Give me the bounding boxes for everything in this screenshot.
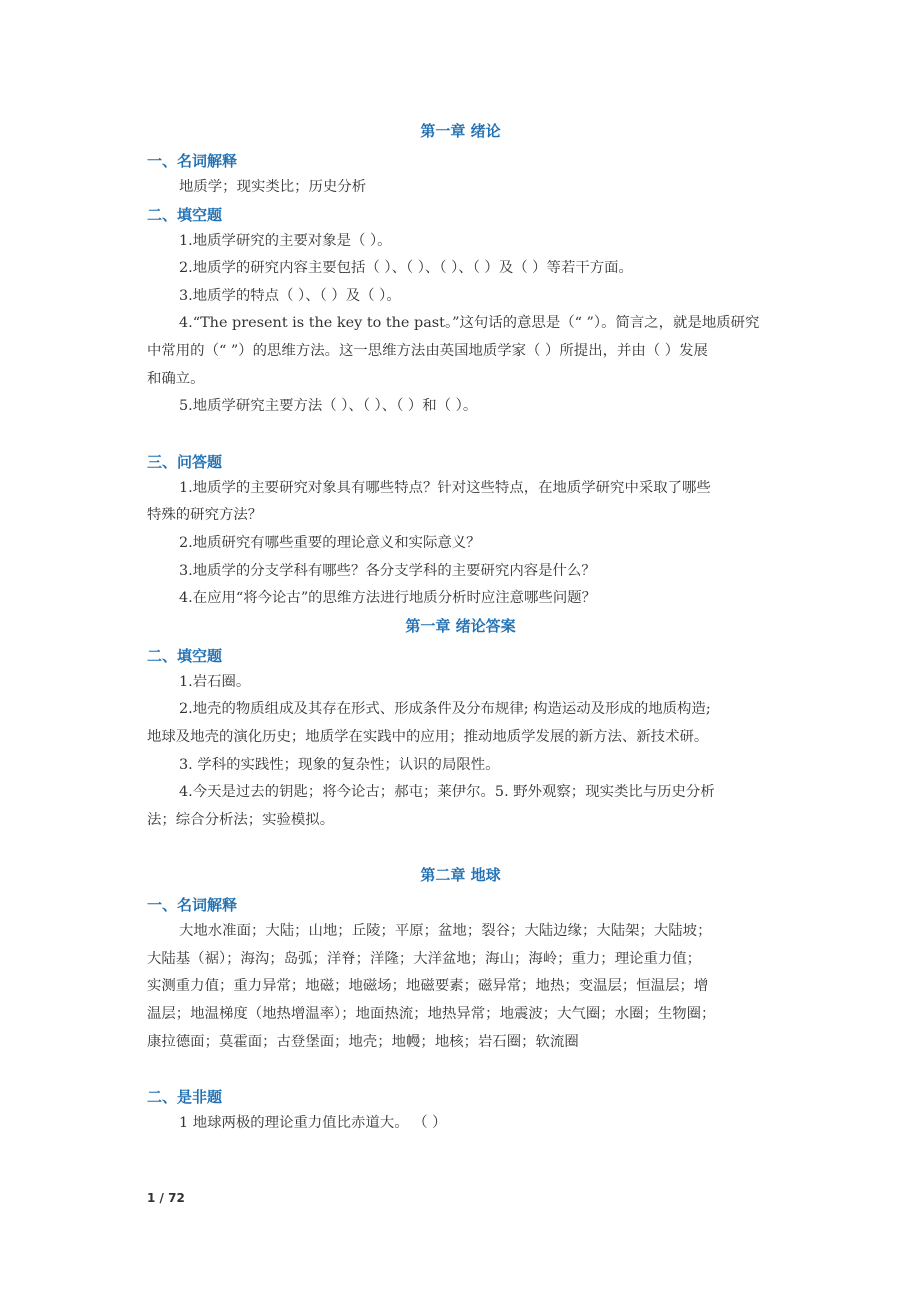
chapter-1-answers-title: 第一章 绪论答案 xyxy=(405,616,516,635)
ans1-fill-a3: 3. 学科的实践性；现象的复杂性；认识的局限性。 xyxy=(179,756,500,773)
ch1-fill-q2: 2.地质学的研究内容主要包括（ ）、（ ）、（ ）、（ ）及（ ）等若干方面。 xyxy=(179,260,633,277)
ch1-fill-q1: 1.地质学研究的主要对象是（ ）。 xyxy=(179,232,392,249)
ch1-fill-q5: 5.地质学研究主要方法（ ）、（ ）、（ ）和（ ）。 xyxy=(179,398,478,415)
ch1-fill-q4-line1: 4.“The present is the key to the past。”这句话的意思是（“ ”）。简言之，就是地质研究 xyxy=(179,315,760,332)
ch1-qa-q2: 2.地质研究有哪些重要的理论意义和实际意义？ xyxy=(179,534,481,551)
ch2-definitions-line4: 温层；地温梯度（地热增温率）；地面热流；地热异常；地震波；大气圈；水圈；生物圈； xyxy=(147,1006,716,1023)
ch1-definitions-text: 地质学；现实类比；历史分析 xyxy=(179,179,367,195)
chapter-1-title: 第一章 绪论 xyxy=(420,122,501,140)
ans1-fill-a45-line2: 法；综合分析法；实验模拟。 xyxy=(147,811,335,828)
page-content xyxy=(147,118,774,1138)
ans1-fill-a1: 1.岩石圈。 xyxy=(179,673,251,690)
ch2-definitions-line2: 大陆基（裾）；海沟；岛弧；洋脊；洋隆；大洋盆地；海山；海岭；重力；理论重力值； xyxy=(147,950,702,967)
ch1-qa-q4: 4.在应用“将今论古”的思维方法进行地质分析时应注意哪些问题？ xyxy=(179,590,596,607)
ch1-fill-q4-line2: 中常用的（“ ”）的思维方法。这一思维方法由英国地质学家（ ）所提出，并由（ ）发展 xyxy=(147,342,708,359)
ch1-qa-q1-line1: 1.地质学的主要研究对象具有哪些特点？针对这些特点，在地质学研究中采取了哪些 xyxy=(179,479,711,496)
ch1-fill-q3: 3.地质学的特点（ ）、（ ）及（ ）。 xyxy=(179,287,401,304)
ch2-section-true-false-heading: 二、是非题 xyxy=(147,1088,223,1107)
ch1-section-qa-heading: 三、问答题 xyxy=(147,452,223,471)
page-number: 1 / 72 xyxy=(147,1191,185,1205)
ch2-definitions-line3: 实测重力值；重力异常；地磁；地磁场；地磁要素；磁异常；地热；变温层；恒温层；增 xyxy=(147,978,709,995)
chapter-2-title: 第二章 地球 xyxy=(420,866,501,885)
ans1-section-fill-blank-heading: 二、填空题 xyxy=(147,646,223,665)
ans1-fill-a45-line1: 4.今天是过去的钥匙；将今论古；郝屯；莱伊尔。5. 野外观察；现实类比与历史分析 xyxy=(179,784,715,801)
ch2-definitions-line1: 大地水准面；大陆；山地；丘陵；平原；盆地；裂谷；大陆边缘；大陆架；大陆坡； xyxy=(179,923,712,940)
ans1-fill-a2-line2: 地球及地壳的演化历史；地质学在实践中的应用；推动地质学发展的新方法、新技术研。 xyxy=(147,728,709,745)
ch1-fill-q4-line3: 和确立。 xyxy=(147,370,205,387)
ch1-qa-q3: 3.地质学的分支学科有哪些？各分支学科的主要研究内容是什么？ xyxy=(179,562,596,579)
ch2-section-definitions-heading: 一、名词解释 xyxy=(147,896,238,915)
ch2-true-false-q1: 1 地球两极的理论重力值比赤道大。 （ ） xyxy=(179,1115,447,1132)
ch1-qa-q1-line2: 特殊的研究方法？ xyxy=(147,507,263,524)
ch2-definitions-line5: 康拉德面；莫霍面；古登堡面；地壳；地幔；地核；岩石圈；软流圈 xyxy=(147,1033,579,1050)
ch1-section-fill-blank-heading: 二、填空题 xyxy=(147,205,223,224)
ch1-section-definitions-heading: 一、名词解释 xyxy=(147,152,238,170)
ans1-fill-a2-line1: 2.地壳的物质组成及其存在形式、形成条件及分布规律; 构造运动及形成的地质构造; xyxy=(179,701,711,718)
